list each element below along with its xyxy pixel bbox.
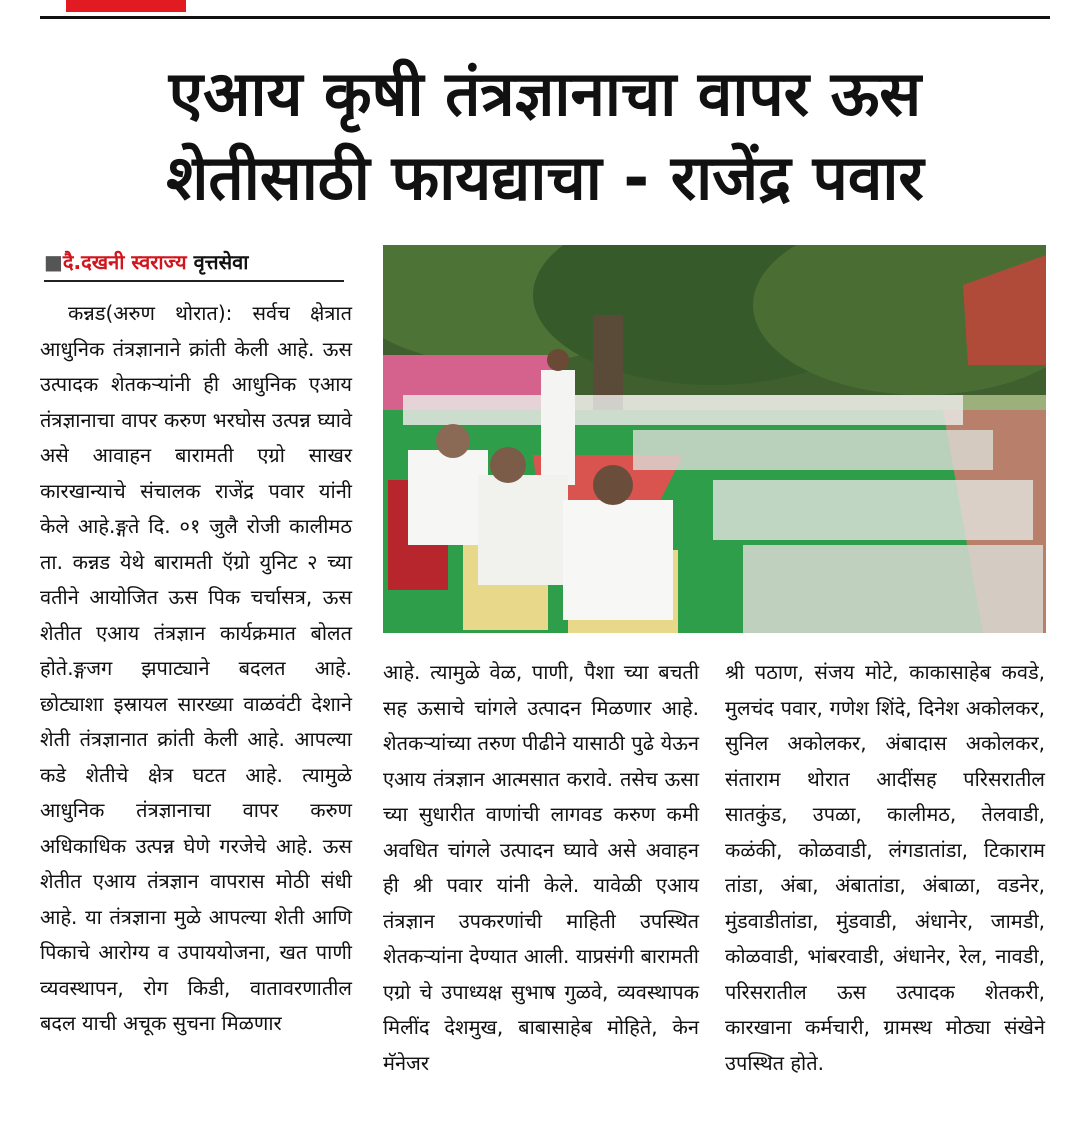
speaker-figure bbox=[541, 370, 575, 485]
article-column-1 bbox=[40, 296, 352, 1042]
guest-head bbox=[436, 424, 470, 458]
crowd-row bbox=[743, 545, 1043, 633]
article-paragraph: श्री पठाण, संजय मोटे, काकासाहेब कवडे, मुलचंद पवार, गणेश शिंदे, दिनेश अकोलकर, सुनिल अकोलकर, अंबादास अकोलकर, संताराम थोरात आदींसह परिसरातील सातकुंड, उपळा, कालीमठ, तेलवाडी, कळंकी, कोळवाडी, लंगडातांडा, टिकाराम तांडा, अंबा, अंबातांडा, अंबाळा, वडनेर, मुंडवाडीतांडा, मुंडवाडी, अंधानेर, जामडी, कोळवाडी, भांबरवाडी, अंधानेर, रेल, नावडी, परिसरातील ऊस उत्पादक शेतकरी, कारखाना कर्मचारी, ग्रामस्थ मोठ्या संखेने उपस्थित होते. bbox=[725, 660, 1045, 1075]
seated-guest bbox=[408, 450, 488, 545]
article-paragraph: आहे. त्यामुळे वेळ, पाणी, पैशा च्या बचती सह ऊसाचे चांगले उत्पादन मिळणार आहे. शेतकऱ्यांच्या तरुण पीढीने यासाठी पुढे येऊन एआय तंत्रज्ञान आत्मसात करावे. तसेच ऊसा च्या सुधारीत वाणांची लागवड करुण कमी अवधित चांगले उत्पादन घ्यावे असे अवाहन ही श्री पवार यांनी केले. यावेळी एआय तंत्रज्ञान उपकरणांची माहिती उपस्थित शेतकऱ्यांना देण्यात आली. याप्रसंगी बारामती एग्रो चे उपाध्यक्ष सुभाष गुळवे, व्यवस्थापक मिलींद देशमुख, बाबासाहेब मोहिते, केन मॅनेजर bbox=[383, 660, 699, 1075]
guest-head bbox=[593, 465, 633, 505]
article-column-2 bbox=[383, 655, 699, 1081]
headline bbox=[40, 52, 1050, 220]
byline-marker: ■ bbox=[44, 250, 63, 274]
byline bbox=[44, 248, 344, 282]
crowd-row bbox=[713, 480, 1033, 540]
speaker-head bbox=[547, 349, 569, 371]
article-paragraph: कन्नड(अरुण थोरात): सर्वच क्षेत्रात आधुनिक तंत्रज्ञानाने क्रांती केली आहे. ऊस उत्पादक शेतकऱ्यांनी ही आधुनिक एआय तंत्रज्ञानाचा वापर करुण भरघोस उत्पन्न घ्यावे असे आवाहन बारामती एग्रो साखर कारखान्याचे संचालक राजेंद्र पवार यांनी केले आहे.ङ्गते दि. ०१ जुलै रोजी कालीमठ ता. कन्नड येथे बारामती ऍग्रो युनिट २ च्या वतीने आयोजित ऊस पिक चर्चासत्र, ऊस शेतीत एआय तंत्रज्ञान कार्यक्रमात बोलत होते.ङ्गजग झपाट्याने बदलत आहे. छोट्याशा इस्रायल सारख्या वाळवंटी देशाने शेती तंत्रज्ञानात क्रांती केली आहे. आपल्या कडे शेतीचे क्षेत्र घटत आहे. त्यामुळे आधुनिक तंत्रज्ञानाचा वापर करुण अधिकाधिक उत्पन्न घेणे गरजेचे आहे. ऊस शेतीत एआय तंत्रज्ञान वापरास मोठी संधी आहे. या तंत्रज्ञाना मुळे आपल्या शेती आणि पिकाचे आरोग्य व उपाययोजना, खत पाणी व्यवस्थापन, रोग किडी, वातावरणातील बदल याची अचूक सुचना मिळणार bbox=[40, 301, 352, 1035]
crowd-row bbox=[403, 395, 963, 425]
masthead-red-bar bbox=[66, 0, 186, 12]
byline-paper-name: दै.दखनी स्वराज्य bbox=[62, 250, 187, 274]
guest-head bbox=[490, 447, 526, 483]
event-photo-illustration bbox=[383, 245, 1046, 633]
seated-guest bbox=[563, 500, 673, 620]
headline-line-2: शेतीसाठी फायद्याचा - राजेंद्र पवार bbox=[166, 141, 924, 214]
headline-line-1: एआय कृषी तंत्रज्ञानाचा वापर ऊस bbox=[168, 57, 922, 130]
byline-service: वृत्तसेवा bbox=[193, 250, 249, 274]
news-photo bbox=[383, 245, 1046, 633]
masthead-rule bbox=[40, 16, 1050, 19]
article-column-3 bbox=[725, 655, 1045, 1081]
crowd-row bbox=[633, 430, 993, 470]
seated-guest bbox=[478, 475, 568, 585]
